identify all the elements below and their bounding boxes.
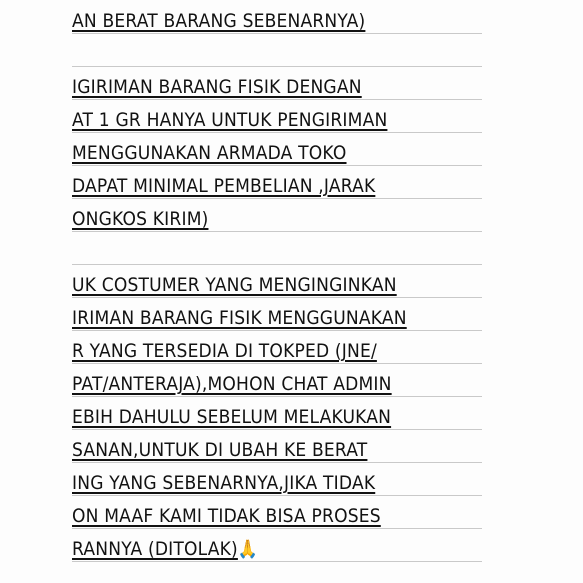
text-line: MENGGUNAKAN ARMADA TOKO [72, 142, 347, 164]
ruled-line [72, 462, 482, 463]
ruled-line [72, 66, 482, 67]
text-line: SANAN,UNTUK DI UBAH KE BERAT [72, 439, 368, 461]
text-line: EBIH DAHULU SEBELUM MELAKUKAN [72, 406, 392, 428]
ruled-line [72, 231, 482, 232]
text-line-last [72, 538, 258, 561]
ruled-line [72, 165, 482, 166]
ruled-line [72, 99, 482, 100]
ruled-line [72, 495, 482, 496]
ruled-line [72, 198, 482, 199]
text-line: PAT/ANTERAJA),MOHON CHAT ADMIN [72, 373, 392, 395]
ruled-line [72, 396, 482, 397]
ruled-line [72, 132, 482, 133]
ruled-line [72, 297, 482, 298]
ruled-line [72, 363, 482, 364]
text-line: UK COSTUMER YANG MENGINGINKAN [72, 274, 397, 296]
ruled-line [72, 528, 482, 529]
text-line: ING YANG SEBENARNYA,JIKA TIDAK [72, 472, 376, 494]
text-line: IRIMAN BARANG FISIK MENGGUNAKAN [72, 307, 407, 329]
text-line: AN BERAT BARANG SEBENARNYA) [72, 10, 366, 32]
text-line: ON MAAF KAMI TIDAK BISA PROSES [72, 505, 381, 527]
text-line: ONGKOS KIRIM) [72, 208, 209, 230]
ruled-line [72, 33, 482, 34]
text-line: DAPAT MINIMAL PEMBELIAN ,JARAK [72, 175, 376, 197]
text-line: RANNYA (DITOLAK) [72, 538, 238, 560]
ruled-line [72, 330, 482, 331]
ruled-line [72, 561, 482, 562]
praying-hands-icon: 🙏 [237, 539, 259, 560]
text-line: AT 1 GR HANYA UNTUK PENGIRIMAN [72, 109, 388, 131]
text-line: R YANG TERSEDIA DI TOKPED (JNE/ [72, 340, 377, 362]
ruled-line [72, 264, 482, 265]
ruled-line [72, 429, 482, 430]
text-line: IGIRIMAN BARANG FISIK DENGAN [72, 76, 362, 98]
